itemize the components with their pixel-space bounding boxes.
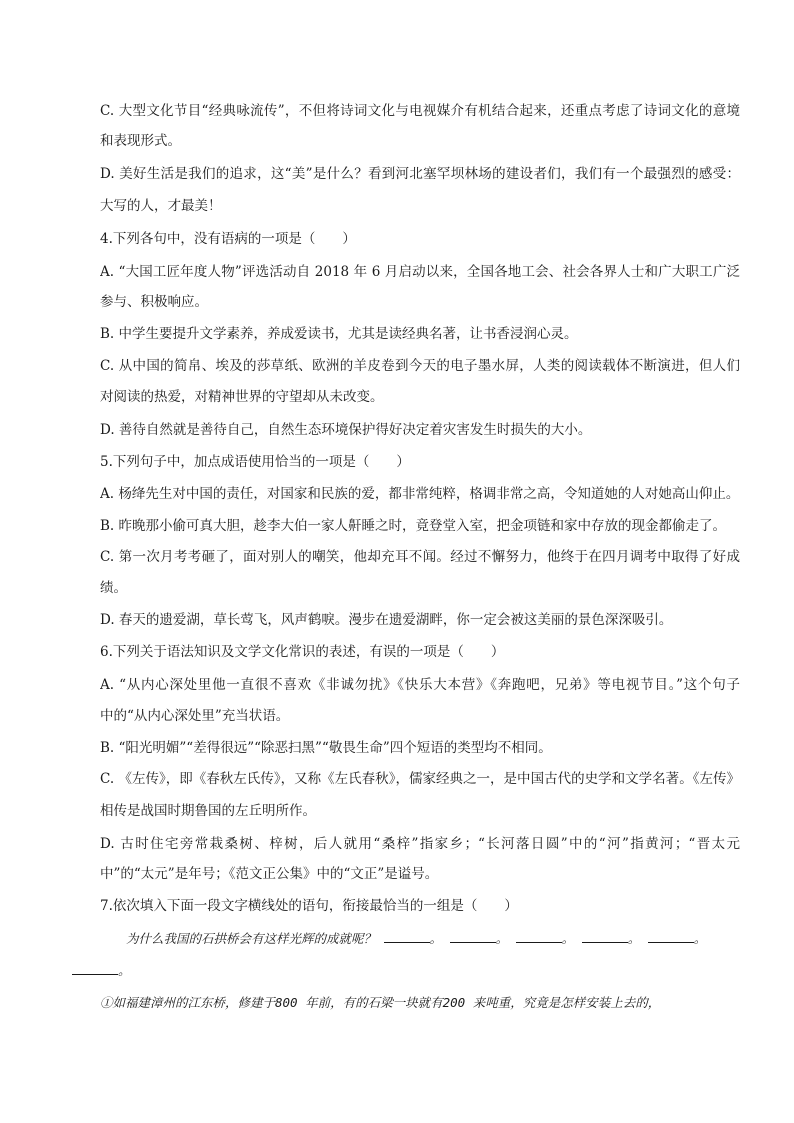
fill-blank bbox=[648, 928, 694, 943]
blank-separator: 。 bbox=[561, 931, 575, 946]
q5-option-c-line-1: C. 第一次月考考砸了，面对别人的嘲笑，他却充耳不闻。经过不懈努力，他终于在四月调考中取得了好成 bbox=[100, 549, 740, 565]
question-4-stem: 4.下列各句中，没有语病的一项是（ ） bbox=[100, 231, 356, 247]
q6-option-d-line-1: D. 古时住宅旁常栽桑树、梓树，后人就用“桑梓”指家乡；“长河落日圆”中的“河”指黄河；“晋太元 bbox=[100, 836, 740, 852]
option-c-line-1: C. 大型文化节目“经典咏流传”，不但将诗词文化与电视媒介有机结合起来，还重点考虑了诗词文化的意境 bbox=[100, 103, 740, 119]
option-d-line-2: 大写的人，才最美！ bbox=[100, 198, 222, 214]
q4-option-a-line-1: A. “大国工匠年度人物”评选活动自 2018 年 6 月启动以来，全国各地工会、社会各界人士和广大职工广泛 bbox=[100, 264, 740, 280]
blank-separator: 。 bbox=[495, 931, 509, 946]
q4-option-d: D. 善待自然就是善待自己，自然生态环境保护得好决定着灾害发生时损失的大小。 bbox=[100, 422, 592, 438]
q6-option-c-line-2: 相传是战国时期鲁国的左丘明所作。 bbox=[100, 803, 316, 819]
blank-separator: 。 bbox=[627, 931, 641, 946]
q4-option-c-line-1: C. 从中国的简帛、埃及的莎草纸、欧洲的羊皮卷到今天的电子墨水屏，人类的阅读载体不断演进，但人们 bbox=[100, 358, 740, 374]
blank-end: 。 bbox=[118, 963, 131, 978]
q5-option-d: D. 春天的遗爱湖，草长莺飞，风声鹤唳。漫步在遗爱湖畔，你一定会被这美丽的景色深深吸引。 bbox=[100, 612, 673, 628]
fill-blank bbox=[72, 960, 118, 975]
q4-option-c-line-2: 对阅读的热爱，对精神世界的守望却从未改变。 bbox=[100, 389, 384, 405]
fill-blank bbox=[582, 928, 628, 943]
question-5-stem: 5.下列句子中，加点成语使用恰当的一项是（ ） bbox=[100, 454, 410, 470]
passage-item-1: ①如福建漳州的江东桥，修建于800 年前，有的石梁一块就有200 来吨重，究竟是怎样安装上去的， bbox=[100, 995, 661, 1010]
question-7-stem: 7.依次填入下面一段文字横线处的语句，衔接最恰当的一组是（ ） bbox=[100, 898, 518, 914]
q6-option-a-line-1: A. “从内心深处里他一直很不喜欢《非诚勿扰》《快乐大本营》《奔跑吧，兄弟》等电视节目。”这个句子 bbox=[100, 677, 740, 693]
blank-separator: 。 bbox=[429, 931, 443, 946]
option-d-line-1: D. 美好生活是我们的追求，这“美”是什么？看到河北塞罕坝林场的建设者们，我们有一个最强烈的感受： bbox=[100, 166, 740, 182]
q4-option-b: B. 中学生要提升文学素养，养成爱读书，尤其是读经典名著，让书香浸润心灵。 bbox=[100, 326, 578, 342]
q6-option-b: B. “阳光明媚”“差得很远”“除恶扫黑”“敬畏生命”四个短语的类型均不相同。 bbox=[100, 740, 552, 756]
q6-option-c-line-1: C. 《左传》，即《春秋左氏传》，又称《左氏春秋》，儒家经典之一，是中国古代的史学和文学名著。《左传》 bbox=[100, 771, 740, 787]
passage-blank-line bbox=[72, 960, 131, 981]
q6-option-d-line-2: 中”的“太元”是年号；《范文正公集》中的“文正”是谥号。 bbox=[100, 866, 439, 882]
q5-option-c-line-2: 绩。 bbox=[100, 580, 127, 596]
passage-question-text: 为什么我国的石拱桥会有这样光辉的成就呢？ bbox=[126, 931, 377, 946]
passage-question-line bbox=[126, 928, 706, 949]
q5-option-a: A. 杨绛先生对中国的责任，对国家和民族的爱，都非常纯粹，格调非常之高，令知道她的人对她高山仰止。 bbox=[100, 486, 740, 502]
q5-option-b: B. 昨晚那小偷可真大胆，趁李大伯一家人鼾睡之时，竟登堂入室，把金项链和家中存放的现金都偷走了。 bbox=[100, 518, 727, 534]
blank-separator: 。 bbox=[693, 931, 707, 946]
question-6-stem: 6.下列关于语法知识及文学文化常识的表述，有误的一项是（ ） bbox=[100, 644, 505, 660]
option-c-line-2: 和表现形式。 bbox=[100, 133, 181, 149]
q4-option-a-line-2: 参与、积极响应。 bbox=[100, 294, 208, 310]
q6-option-a-line-2: 中的“从内心深处里”充当状语。 bbox=[100, 708, 290, 724]
fill-blank bbox=[450, 928, 496, 943]
fill-blank bbox=[516, 928, 562, 943]
fill-blank bbox=[384, 928, 430, 943]
